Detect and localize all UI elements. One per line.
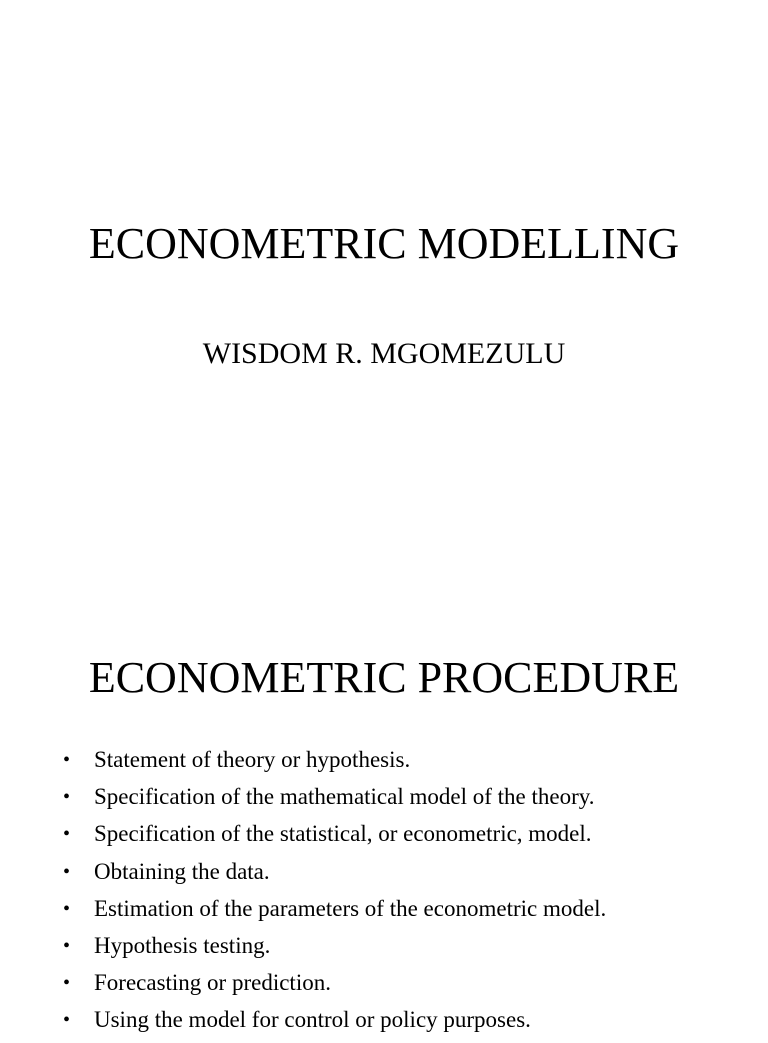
bullet-icon: • (63, 749, 71, 771)
list-item-text: Using the model for control or policy purposes. (94, 1007, 531, 1033)
list-item-text: Estimation of the parameters of the econometric model. (94, 895, 607, 921)
bullet-icon: • (63, 786, 71, 809)
bullet-icon: • (63, 934, 71, 957)
bullet-icon: • (63, 972, 71, 995)
list-item-text: Hypothesis testing. (94, 932, 271, 958)
procedure-slide (0, 560, 768, 1033)
bullet-icon: • (63, 823, 71, 846)
list-item-text: Specification of the statistical, or econometric, model. (94, 821, 592, 847)
list-item-text: Forecasting or prediction. (94, 970, 331, 996)
list-item-text: Statement of theory or hypothesis. (94, 747, 411, 772)
presentation-title: ECONOMETRIC MODELLING (88, 219, 680, 268)
author-name: WISDOM R. MGOMEZULU (202, 337, 566, 370)
bullet-icon: • (63, 1009, 71, 1032)
list-item-text: Obtaining the data. (94, 858, 270, 884)
list-item-text: Specification of the mathematical model of the theory. (94, 784, 595, 810)
bullet-icon: • (63, 860, 71, 883)
procedure-title: ECONOMETRIC PROCEDURE (88, 653, 680, 702)
bullet-icon: • (63, 897, 71, 920)
